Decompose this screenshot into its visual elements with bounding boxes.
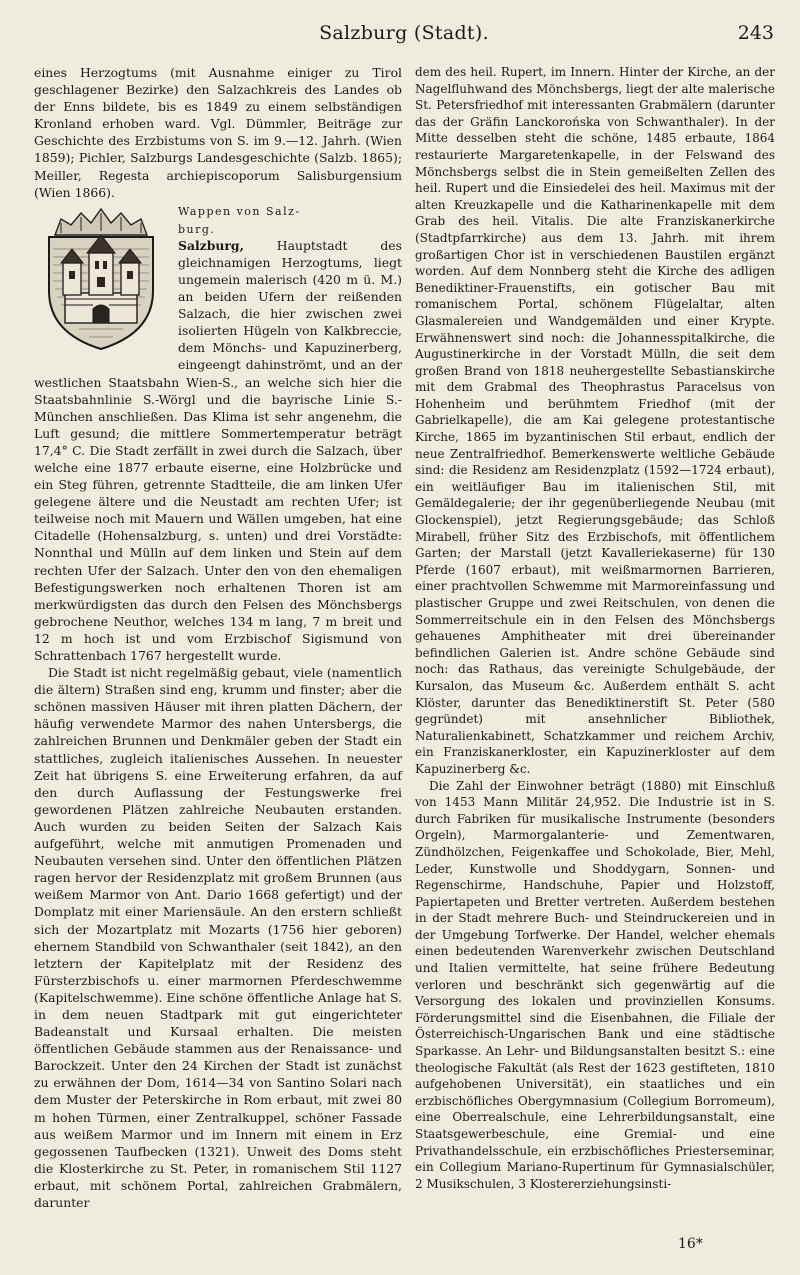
entry-text: Hauptstadt des gleichnamigen Herzogtums, liegt ungemein malerisch (420 m ü. M.) an beiden Ufern der reißenden Salzach, die hier zwischen zwei isolierten Hügeln von Kalkbreccie, dem Mönchs- und Kapuzinerberg, eingeengt dahinströmt, und an der westlichen Staatsbahn Wien-S., an welche sich hier die Staatsbahnlinie S.-Wörgl und die bayrische Linie S.-München anschließen. Das Klima ist sehr angenehm, die Luft gesund; die mittlere Sommertemperatur beträgt 17,4° C. Die Stadt zerfällt in zwei durch die Salzach, über welche eine 1877 erbaute eiserne, eine Holzbrücke und ein Steg führen, getrennte Stadtteile, die am linken Ufer gelegene ältere und die Neustadt am rechten Ufer; ist teilweise noch mit Mauern und Wällen umgeben, hat eine Citadelle (Hohensalzburg, s. unten) und drei Vorstädte: Nonnthal und Mülln auf dem linken und Stein auf dem rechten Ufer der Salzach. Unter den von den ehemaligen Befestigungswerken noch erhaltenen Thoren ist am merkwürdigsten das durch den Felsen des Mönchsbergs gebrochene Neuthor, welches 134 m lang, 7 m breit und 12 m hoch ist und vom Erzbischof Sigismund von Schrattenbach 1767 hergestellt wurde. (34, 237, 402, 663)
entry-headword: Salzburg, (178, 237, 244, 253)
figure-caption-line2: burg. (178, 222, 216, 236)
right-column (415, 64, 775, 1192)
coat-of-arms-icon (39, 205, 163, 353)
paragraph-herzogtum-history: eines Herzogtums (mit Ausnahme einiger zu Tirol geschlagener Bezirke) den Salzachkreis des Landes ob der Enns bildete, bis es 1849 zu einem selbständigen Kronland erhoben ward. Vgl. Dümmler, Beiträge zur Geschichte des Erzbistums von S. im 9.—12. Jahrh. (Wien 1859); Pichler, Salzburgs Landesgeschichte (Salzb. 1865); Meiller, Regesta archiepiscoporum Salisburgensium (Wien 1866). (34, 65, 402, 200)
coat-of-arms-figure (34, 205, 168, 353)
figure-caption-line1: Wappen von Salz- (178, 204, 301, 218)
left-column (34, 64, 402, 1211)
paragraph-cityscape: Die Stadt ist nicht regelmäßig gebaut, viele (namentlich die ältern) Straßen sind eng, krumm und finster; aber die schönen massiven Häuser mit ihren platten Dächern, der häufig verwendete Marmor des nahen Untersbergs, die zahlreichen Brunnen und Denkmäler geben der Stadt ein stattliches, zugleich italienisches Aussehen. In neuester Zeit hat übrigens S. eine Erweiterung erfahren, da auf den durch Auflassung der Festungswerke frei gewordenen Plätzen zahlreiche Neubauten erstanden. Auch wurden zu beiden Seiten der Salzach Kais aufgeführt, welche mit anmutigen Promenaden und Neubauten versehen sind. Unter den öffentlichen Plätzen ragen hervor der Residenzplatz mit großem Brunnen (aus weißem Marmor von Ant. Dario 1668 gefertigt) und der Domplatz mit einer Mariensäule. An den erstern schließt sich der Mozartplatz mit Mozarts (1756 hier geboren) ehernem Standbild von Schwanthaler (seit 1842), an den letztern der Kapitelplatz mit der Residenz des Fürsterzbischofs u. einer marmornen Pferdeschwemme (Kapitelschwemme). Eine schöne öffentliche Anlage hat S. in dem neuen Stadtpark mit gut eingerichteter Badeanstalt und Kursaal erhalten. Die meisten öffentlichen Gebäude stammen aus der Renaissance- und Barockzeit. Unter den 24 Kirchen der Stadt ist zunächst zu erwähnen der Dom, 1614—34 von Santino Solari nach dem Muster der Peterskirche in Rom erbaut, mit zwei 80 m hohen Türmen, einer Zentralkuppel, schöner Fassade aus weißem Marmor und im Innern mit einem in Erz gegossenen Taufbecken (1321). Unweit des Doms steht die Klosterkirche zu St. Peter, in romanischem Stil 1127 erbaut, mit schönem Portal, zahlreichen Grabmälern, darunter (34, 665, 402, 1210)
page-number: 243 (737, 22, 774, 44)
paragraph-population-industry: Die Zahl der Einwohner beträgt (1880) mit Einschluß von 1453 Mann Militär 24,952. Die Industrie ist in S. durch Fabriken für musikalische Instrumente (besonders Orgeln), Marmorgalanterie- und Zementwaren, Zündhölzchen, Feigenkaffee und Schokolade, Bier, Mehl, Leder, Kunstwolle und Shoddygarn, Sonnen- und Regenschirme, Handschuhe, Papier und Holzstoff, Papiertapeten und Bretter vertreten. Außerdem bestehen in der Stadt mehrere Buch- und Steindruckereien und in der Umgebung Torfwerke. Der Handel, welcher ehemals einen bedeutenden Warenverkehr zwischen Deutschland und Italien vermittelte, hat seine frühere Bedeutung verloren und beschränkt sich gegenwärtig auf die Versorgung des lokalen und provinziellen Konsums. Förderungsmittel sind die Eisenbahnen, die Filiale der Österreichisch-Ungarischen Bank und eine städtische Sparkasse. An Lehr- und Bildungsanstalten besitzt S.: eine theologische Fakultät (als Rest der 1623 gestifteten, 1810 aufgehobenen Universität), ein staatliches und ein erzbischöfliches Obergymnasium (Collegium Borromeum), eine Oberrealschule, eine Lehrerbildungsanstalt, eine Staatsgewerbeschule, eine Gremial- und eine Privathandelsschule, ein erzbischöfliches Priesterseminar, ein Collegium Mariano-Rupertinum für Gymnasialschüler, 2 Musikschulen, 3 Klostererziehungsinsti- (415, 778, 775, 1191)
sheet-signature: 16* (678, 1236, 703, 1252)
paragraph-churches-buildings: dem des heil. Rupert, im Innern. Hinter der Kirche, an der Nagelfluhwand des Mönchsbergs, liegt der alte malerische St. Petersfriedhof mit interessanten Grabmälern (darunter das der Gräfin Lanckorońska von Schwanthaler). In der Mitte desselben steht die schöne, 1485 erbaute, 1864 restaurierte Margaretenkapelle, in der Felswand des Mönchsbergs selbst die in Stein gemeißelten Zellen des heil. Rupert und die Einsiedelei des heil. Maximus mit der alten Kreuzkapelle und die Katharinenkapelle mit dem Grab des heil. Vitalis. Die alte Franziskanerkirche (Stadtpfarrkirche) aus dem 13. Jahrh. mit ihrem großartigen Chor ist in verschiedenen Baustilen ergänzt worden. Auf dem Nonnberg steht die Kirche des adligen Benediktiner-Frauenstifts, ein gotischer Bau mit romanischem Portal, schönem Flügelaltar, alten Glasmalereien und Wandgemälden und einer Krypte. Erwähnenswert sind noch: die Johannesspitalkirche, die Augustinerkirche in der Vorstadt Mülln, die seit dem großen Brand von 1818 neuhergestellte Sebastianskirche mit dem Grabmal des Theophrastus Paracelsus von Hohenheim und berühmtem Friedhof (mit der Gabrielkapelle), die am Kai gelegene protestantische Kirche, 1865 im byzantinischen Stil erbaut, endlich der neue Zentralfriedhof. Bemerkenswerte weltliche Gebäude sind: die Residenz am Residenzplatz (1592—1724 erbaut), ein weitläufiger Bau im italienischen Stil, mit Gemäldegalerie; der ihr gegenüberliegende Neubau (mit Glockenspiel), jetzt Regierungsgebäude; das Schloß Mirabell, früher Sitz des Erzbischofs, mit öffentlichem Garten; der Marstall (jetzt Kavalleriekaserne) für 130 Pferde (1607 erbaut), mit weißmarmornen Barrieren, einer prachtvollen Schwemme mit Marmoreinfassung und plastischer Gruppe und zwei Reitschulen, von denen die Sommerreitschule ein in den Felsen des Mönchsbergs gehauenes Amphitheater mit drei übereinander befindlichen Galerien ist. Andre schöne Gebäude sind noch: das Rathaus, das vereinigte Schulgebäude, der Kursalon, das Museum &c. Außerdem enthält S. acht Klöster, darunter das Benediktinerstift St. Peter (580 gegründet) mit ansehnlicher Bibliothek, Naturalienkabinett, Schatzkammer und reichem Archiv, ein Franziskanerkloster, ein Kapuzinerkloster auf dem Kapuzinerberg &c. (415, 65, 775, 776)
running-title: Salzburg (Stadt). (319, 22, 489, 44)
running-header (34, 22, 774, 50)
